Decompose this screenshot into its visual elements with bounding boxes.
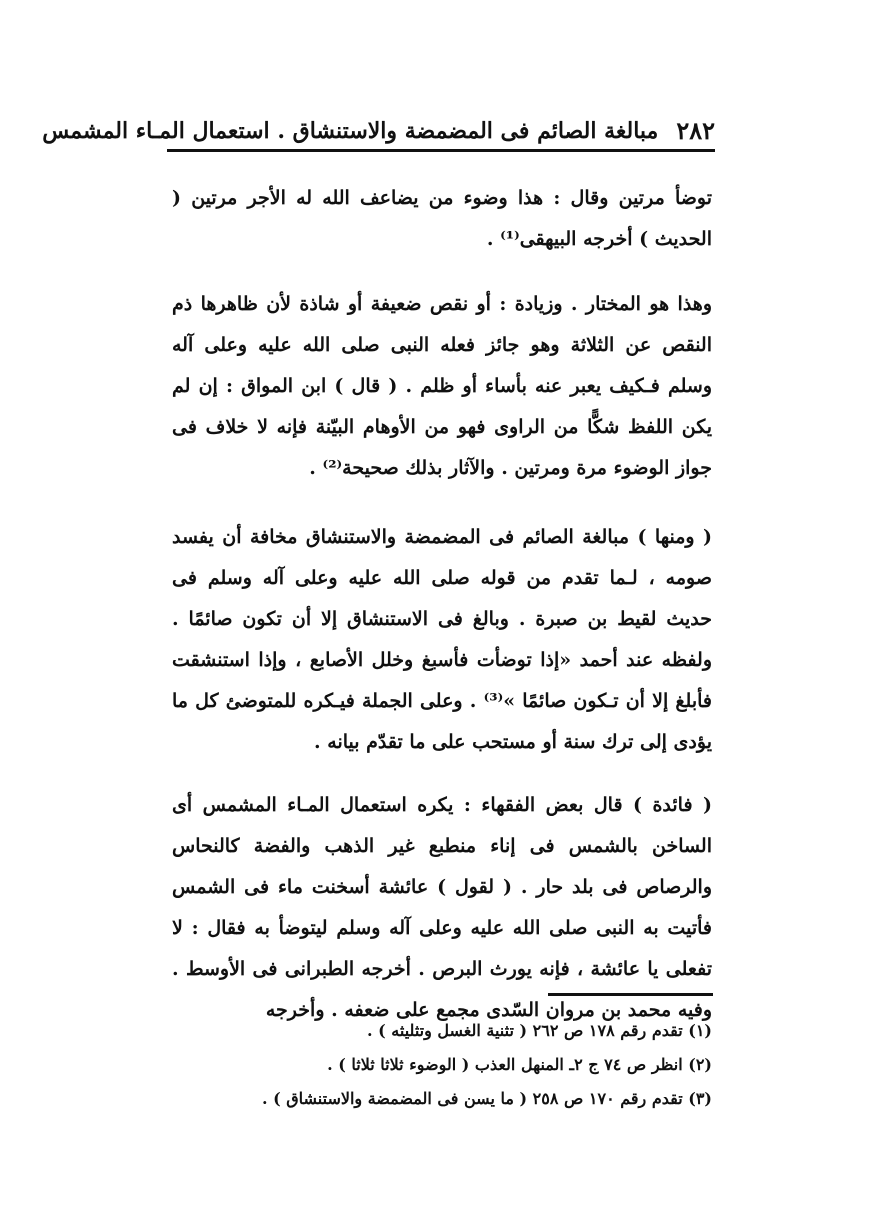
paragraph-fasting-mubalagha: ( ومنها ) مبالغة الصائم فى المضمضة والاستنشاق مخافة أن يفسد صومه ، لـما تقدم من قوله صلى الله عليه وعلى آله وسلم فى حديث لقيط بن صبرة . وبالغ فى الاستنشاق إلا أن تكون صائمًا . ولفظه عند أحمد «إذا توضأت فأسبغ وخلل الأصابع ، وإذا استنشقت فأبلغ إلا أن تـكون صائمًا »⁽³⁾ . وعلى الجملة فيـكره للمتوضئ كل ما يؤدى إلى ترك سنة أو مستحب على ما تقدّم بيانه . <box>172 526 712 753</box>
paragraph-hadith-continuation: توضأ مرتين وقال : هذا وضوء من يضاعف الله له الأجر مرتين ( الحديث ) أخرجه البيهقى⁽¹⁾ . <box>172 187 712 250</box>
paragraph-faida-sun-water: ( فائدة ) قال بعض الفقهاء : يكره استعمال المـاء المشمس أى الساخن بالشمس فى إناء منطبع غير الذهب والفضة كالنحاس والرصاص فى بلد حار . ( لقول ) عائشة أسخنت ماء فى الشمس فأتيت به النبى صلى الله عليه وعلى آله وسلم ليتوضأ به فقال : لا تفعلى يا عائشة ، فإنه يورث البرص . أخرجه الطبرانى فى الأوسط . وفيه محمد بن مروان السّدى مجمع على ضعفه . وأخرجه <box>172 794 712 1021</box>
running-title: مبالغة الصائم فى المضمضة والاستنشاق . استعمال المـاء المشمس <box>42 118 659 144</box>
page-number: ٢٨٢ <box>676 116 715 145</box>
main-text <box>172 178 712 1031</box>
footnote-2: (٢) انظر ص ٧٤ ج ٢ـ المنهل العذب ( الوضوء ثلاثا ثلاثا ) . <box>327 1055 712 1074</box>
page-header <box>42 108 715 146</box>
footnotes <box>230 1014 712 1116</box>
paragraph-mukhtar: وهذا هو المختار . وزيادة : أو نقص ضعيفة أو شاذة لأن ظاهرها ذم النقص عن الثلاثة وهو جائز فعله النبى صلى الله عليه وعلى آله وسلم فـكيف يعبر عنه بأساء أو ظلم . ( قال ) ابن المواق : إن لم يكن اللفظ شكًّا من الراوى فهو من الأوهام البيّنة فإنه لا خلاف فى جواز الوضوء مرة ومرتين . والآثار بذلك صحيحة⁽²⁾ . <box>172 293 712 479</box>
header-divider <box>167 149 715 152</box>
footnote-divider <box>548 993 713 996</box>
footnote-3: (٣) تقدم رقم ١٧٠ ص ٢٥٨ ( ما يسن فى المضمضة والاستنشاق ) . <box>261 1089 712 1108</box>
footnote-1: (١) تقدم رقم ١٧٨ ص ٢٦٢ ( تثنية الغسل وتثليثه ) . <box>367 1021 712 1040</box>
